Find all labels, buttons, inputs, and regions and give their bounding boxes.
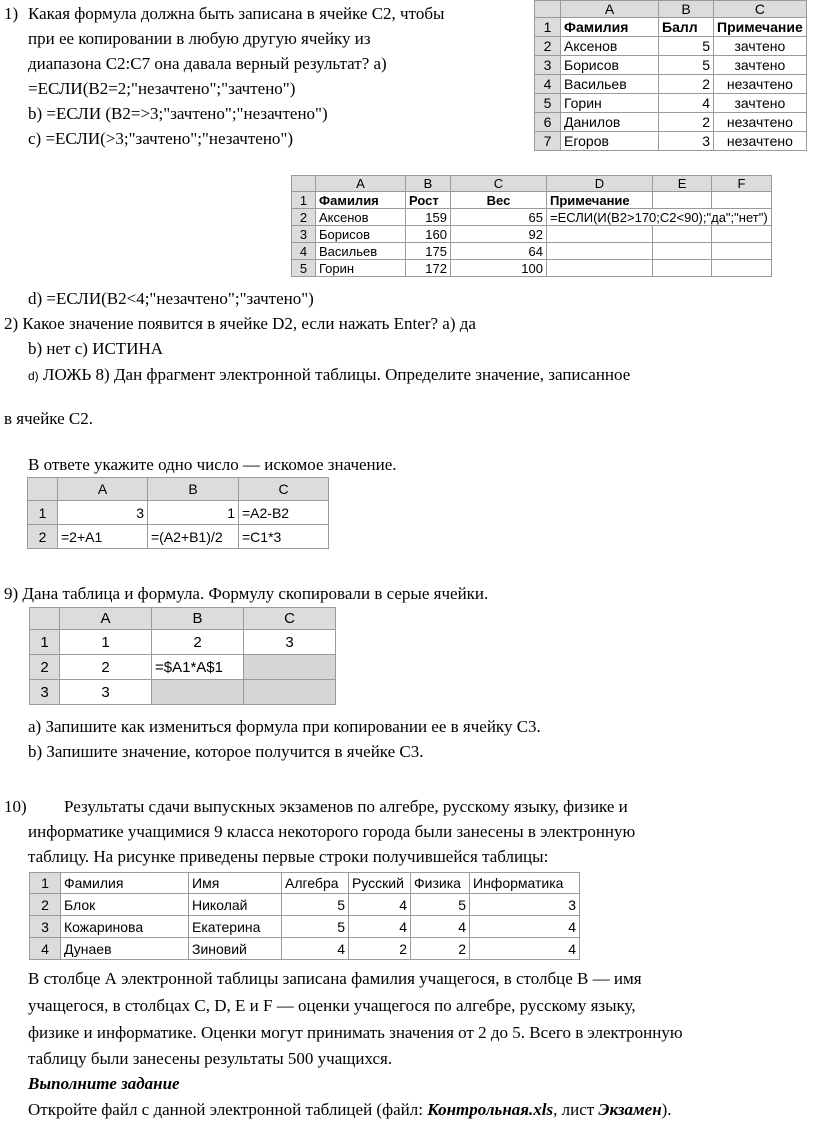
header-cell: Информатика	[470, 873, 580, 894]
row-number: 2	[30, 894, 61, 916]
header-cell: Фамилия	[316, 192, 406, 209]
cell: 5	[282, 894, 349, 916]
column-header: C	[451, 176, 547, 192]
cell: 4	[282, 938, 349, 960]
cell: Зиновий	[189, 938, 282, 960]
row-number: 1	[28, 501, 58, 525]
gray-cell	[244, 655, 336, 680]
q1-line: диапазона С2:С7 она давала верный результат? a)	[28, 54, 387, 73]
cell: 175	[406, 243, 451, 260]
cell: 3	[60, 680, 152, 705]
row-number: 4	[535, 75, 561, 94]
cell: 1	[60, 630, 152, 655]
cell: Екатерина	[189, 916, 282, 938]
cell: =(A2+B1)/2	[148, 525, 239, 549]
cell: 4	[349, 916, 411, 938]
header-cell: Рост	[406, 192, 451, 209]
cell: зачтено	[714, 56, 807, 75]
column-header: A	[60, 608, 152, 630]
q2-line	[28, 365, 630, 386]
cell: 92	[451, 226, 547, 243]
row-number: 6	[535, 113, 561, 132]
cell: Горин	[561, 94, 659, 113]
q10-text: физике и информатике. Оценки могут принимать значения от 2 до 5. Всего в электронную	[28, 1023, 683, 1042]
gray-cell	[152, 680, 244, 705]
cell	[547, 260, 653, 277]
cell: 159	[406, 209, 451, 226]
q10-number: 10)	[4, 797, 27, 816]
cell: Аксенов	[561, 37, 659, 56]
task-text: ).	[661, 1100, 672, 1119]
column-header: A	[561, 1, 659, 18]
cell: 4	[659, 94, 714, 113]
column-header: C	[714, 1, 807, 18]
row-number: 1	[30, 873, 61, 894]
cell: зачтено	[714, 37, 807, 56]
spreadsheet-height-weight	[291, 175, 772, 277]
header-cell: Русский	[349, 873, 411, 894]
cell: 64	[451, 243, 547, 260]
column-header: B	[406, 176, 451, 192]
cell: 5	[282, 916, 349, 938]
header-cell: Вес	[451, 192, 547, 209]
row-number: 2	[28, 525, 58, 549]
cell: 2	[659, 75, 714, 94]
cell: 3	[470, 894, 580, 916]
header-cell: Фамилия	[561, 18, 659, 37]
sheet-name: Экзамен	[598, 1100, 662, 1119]
task-instruction	[28, 1100, 672, 1120]
header-cell: Примечание	[714, 18, 807, 37]
cell: 3	[244, 630, 336, 655]
q8-line: в ячейке C2.	[4, 409, 94, 428]
row-number: 2	[30, 655, 60, 680]
q10-text: учащегося, в столбцах С, D, Е и F — оценки учащегося по алгебре, русскому языку,	[28, 996, 636, 1015]
cell: 5	[659, 37, 714, 56]
q2-line: b) нет c) ИСТИНА	[28, 339, 164, 358]
cell: Дунаев	[61, 938, 189, 960]
task-text: , лист	[553, 1100, 599, 1119]
task-text: Откройте файл с данной электронной таблицей (файл:	[28, 1100, 428, 1119]
cell: Блок	[61, 894, 189, 916]
q1-option-b: b) =ЕСЛИ (В2=>3;"зачтено";"незачтено")	[28, 104, 328, 123]
cell: Васильев	[316, 243, 406, 260]
cell: Аксенов	[316, 209, 406, 226]
cell	[712, 192, 771, 209]
cell	[652, 243, 711, 260]
cell: 3	[659, 132, 714, 151]
spreadsheet-formulas	[27, 477, 329, 549]
cell: 4	[349, 894, 411, 916]
header-cell: Имя	[189, 873, 282, 894]
cell: 3	[58, 501, 148, 525]
cell: 100	[451, 260, 547, 277]
row-number: 7	[535, 132, 561, 151]
q1-number: 1)	[4, 4, 19, 23]
row-number: 1	[292, 192, 316, 209]
cell: Борисов	[316, 226, 406, 243]
header-cell: Физика	[411, 873, 470, 894]
spreadsheet-exam-results	[29, 872, 580, 960]
row-number: 3	[292, 226, 316, 243]
cell: 2	[60, 655, 152, 680]
cell: Данилов	[561, 113, 659, 132]
cell: Васильев	[561, 75, 659, 94]
file-name: Контрольная.xls	[427, 1100, 554, 1119]
formula-cell: =$A1*A$1	[152, 655, 244, 680]
row-number: 1	[30, 630, 60, 655]
cell: 4	[470, 916, 580, 938]
column-header: D	[547, 176, 653, 192]
column-header: C	[239, 478, 329, 501]
cell: зачтено	[714, 94, 807, 113]
column-header: B	[148, 478, 239, 501]
formula-cell: =ЕСЛИ(И(В2>170;С2<90);"да";"нет")	[547, 209, 772, 226]
q8-line: В ответе укажите одно число — искомое значение.	[28, 455, 397, 474]
row-number: 5	[535, 94, 561, 113]
q1-line: при ее копировании в любую другую ячейку из	[28, 29, 371, 48]
row-number: 3	[30, 680, 60, 705]
column-header: F	[712, 176, 771, 192]
q2-line: 2) Какое значение появится в ячейке D2, если нажать Enter? a) да	[4, 314, 476, 333]
q1-option-c: c) =ЕСЛИ(>3;"зачтено";"незачтено")	[28, 129, 294, 148]
corner-cell	[28, 478, 58, 501]
spreadsheet-copy-formula	[29, 607, 336, 705]
column-header: B	[152, 608, 244, 630]
cell: незачтено	[714, 75, 807, 94]
cell: Кожаринова	[61, 916, 189, 938]
column-header: A	[58, 478, 148, 501]
cell: 2	[411, 938, 470, 960]
cell: незачтено	[714, 132, 807, 151]
cell: Николай	[189, 894, 282, 916]
q10-text: В столбце А электронной таблицы записана фамилия учащегося, в столбце В — имя	[28, 969, 642, 988]
q9-option-b: b) Запишите значение, которое получится в ячейке С3.	[28, 742, 424, 761]
cell: Горин	[316, 260, 406, 277]
cell: незачтено	[714, 113, 807, 132]
row-number: 3	[30, 916, 61, 938]
row-number: 4	[292, 243, 316, 260]
column-header: C	[244, 608, 336, 630]
cell: Борисов	[561, 56, 659, 75]
cell	[547, 243, 653, 260]
q2-option-d-label: d)	[28, 369, 39, 383]
cell: 4	[411, 916, 470, 938]
q1-line: Какая формула должна быть записана в ячейке С2, чтобы	[28, 4, 445, 23]
q9-option-a: a) Запишите как измениться формула при копировании ее в ячейку С3.	[28, 717, 541, 736]
cell: 2	[349, 938, 411, 960]
cell: 5	[659, 56, 714, 75]
cell: 2	[659, 113, 714, 132]
row-number: 5	[292, 260, 316, 277]
q1-line: =ЕСЛИ(В2=2;"незачтено";"зачтено")	[28, 79, 296, 98]
cell	[652, 192, 711, 209]
gray-cell	[244, 680, 336, 705]
corner-cell	[292, 176, 316, 192]
cell	[652, 226, 711, 243]
task-title: Выполните задание	[28, 1074, 180, 1093]
header-cell: Балл	[659, 18, 714, 37]
q10-line: таблицу. На рисунке приведены первые строки получившейся таблицы:	[28, 847, 549, 866]
q10-line: Результаты сдачи выпускных экзаменов по алгебре, русскому языку, физике и	[64, 797, 628, 816]
column-header: A	[316, 176, 406, 192]
corner-cell	[30, 608, 60, 630]
cell	[712, 243, 771, 260]
q1-option-d: d) =ЕСЛИ(В2<4;"незачтено";"зачтено")	[28, 289, 314, 308]
cell: =A2-B2	[239, 501, 329, 525]
header-cell: Фамилия	[61, 873, 189, 894]
cell: =C1*3	[239, 525, 329, 549]
row-number: 4	[30, 938, 61, 960]
q10-line: информатике учащимися 9 класса некоторого города были занесены в электронную	[28, 822, 636, 841]
column-header: E	[652, 176, 711, 192]
q2-line-text: ЛОЖЬ 8) Дан фрагмент электронной таблицы. Определите значение, записанное	[38, 365, 631, 384]
q9-line: 9) Дана таблица и формула. Формулу скопировали в серые ячейки.	[4, 584, 489, 603]
column-header: B	[659, 1, 714, 18]
cell: 4	[470, 938, 580, 960]
cell	[652, 260, 711, 277]
row-number: 2	[535, 37, 561, 56]
row-number: 2	[292, 209, 316, 226]
cell	[712, 226, 771, 243]
q10-text: таблицу были занесены результаты 500 учащихся.	[28, 1049, 393, 1068]
cell	[712, 260, 771, 277]
cell: 160	[406, 226, 451, 243]
cell	[547, 226, 653, 243]
cell: =2+A1	[58, 525, 148, 549]
cell: 2	[152, 630, 244, 655]
corner-cell	[535, 1, 561, 18]
header-cell: Алгебра	[282, 873, 349, 894]
cell: 65	[451, 209, 547, 226]
header-cell: Примечание	[547, 192, 653, 209]
cell: 5	[411, 894, 470, 916]
spreadsheet-grades	[534, 0, 807, 151]
cell: Егоров	[561, 132, 659, 151]
cell: 172	[406, 260, 451, 277]
row-number: 1	[535, 18, 561, 37]
row-number: 3	[535, 56, 561, 75]
cell: 1	[148, 501, 239, 525]
